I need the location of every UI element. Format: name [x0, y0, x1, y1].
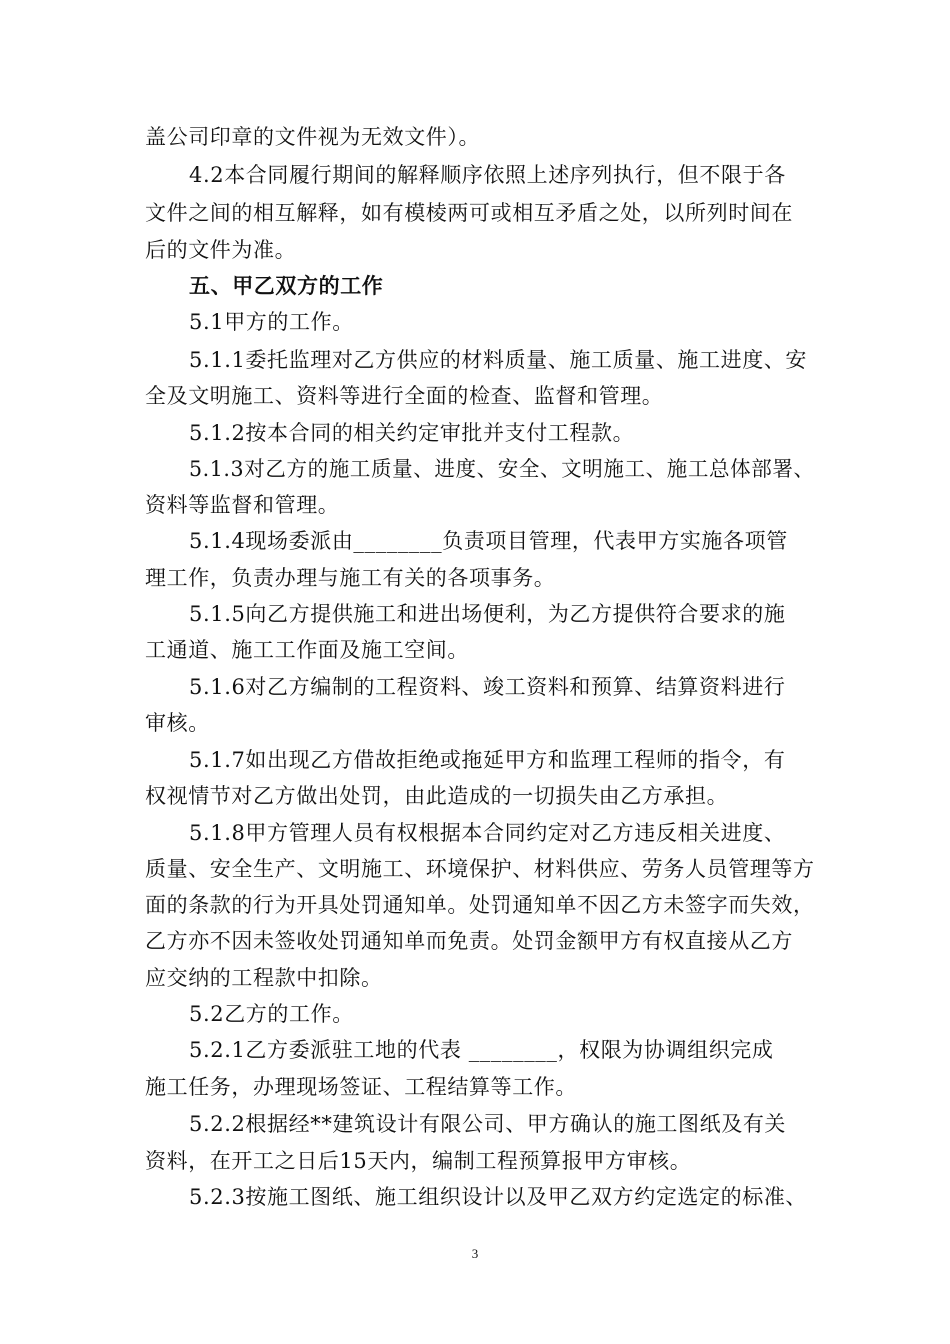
text-line: 5.2.1乙方委派驻工地的代表 ________，权限为协调组织完成	[189, 1038, 774, 1062]
text-line: 质量、安全生产、文明施工、环境保护、材料供应、劳务人员管理等方	[145, 857, 815, 881]
text-line: 面的条款的行为开具处罚通知单。处罚通知单不因乙方未签字而失效，	[145, 893, 815, 917]
text-line: 4.2本合同履行期间的解释顺序依照上述序列执行，但不限于各	[189, 163, 786, 187]
text-line: 5.1.7如出现乙方借故拒绝或拖延甲方和监理工程师的指令，有	[189, 748, 786, 772]
text-line: 5.1.3对乙方的施工质量、进度、安全、文明施工、施工总体部署、	[189, 457, 815, 481]
text-line: 施工任务，办理现场签证、工程结算等工作。	[145, 1075, 577, 1099]
text-line: 5.1.8甲方管理人员有权根据本合同约定对乙方违反相关进度、	[189, 821, 786, 845]
page-number: 3	[471, 1246, 479, 1261]
text-line: 全及文明施工、资料等进行全面的检查、监督和管理。	[145, 384, 664, 408]
text-line: 5.1.5向乙方提供施工和进出场便利，为乙方提供符合要求的施	[189, 602, 786, 626]
text-line: 5.1甲方的工作。	[189, 310, 354, 334]
text-line: 5.2.2根据经**建筑设计有限公司、甲方确认的施工图纸及有关	[189, 1112, 787, 1136]
text-line: 理工作，负责办理与施工有关的各项事务。	[145, 566, 556, 590]
text-line: 后的文件为准。	[145, 238, 297, 262]
text-line: 5.1.1委托监理对乙方供应的材料质量、施工质量、施工进度、安	[189, 348, 808, 372]
text-line: 资料，在开工之日后15天内，编制工程预算报甲方审核。	[145, 1149, 692, 1173]
text-line: 5.2乙方的工作。	[189, 1002, 354, 1026]
section-heading: 五、甲乙双方的工作	[189, 273, 384, 298]
text-line: 文件之间的相互解释，如有模棱两可或相互矛盾之处，以所列时间在	[145, 201, 793, 225]
text-line: 5.1.2按本合同的相关约定审批并支付工程款。	[189, 421, 635, 445]
text-line: 乙方亦不因未签收处罚通知单而免责。处罚金额甲方有权直接从乙方	[145, 929, 793, 953]
text-line: 5.1.4现场委派由________负责项目管理，代表甲方实施各项管	[189, 529, 788, 553]
text-line: 5.2.3按施工图纸、施工组织设计以及甲乙双方约定选定的标准、	[189, 1185, 808, 1209]
text-line: 资料等监督和管理。	[145, 493, 340, 517]
text-line: 工通道、施工工作面及施工空间。	[145, 638, 469, 662]
text-line: 权视情节对乙方做出处罚，由此造成的一切损失由乙方承担。	[145, 784, 729, 808]
text-line: 5.1.6对乙方编制的工程资料、竣工资料和预算、结算资料进行	[189, 675, 786, 699]
text-line: 盖公司印章的文件视为无效文件）。	[145, 125, 481, 149]
text-line: 审核。	[145, 711, 210, 735]
text-line: 应交纳的工程款中扣除。	[145, 966, 383, 990]
